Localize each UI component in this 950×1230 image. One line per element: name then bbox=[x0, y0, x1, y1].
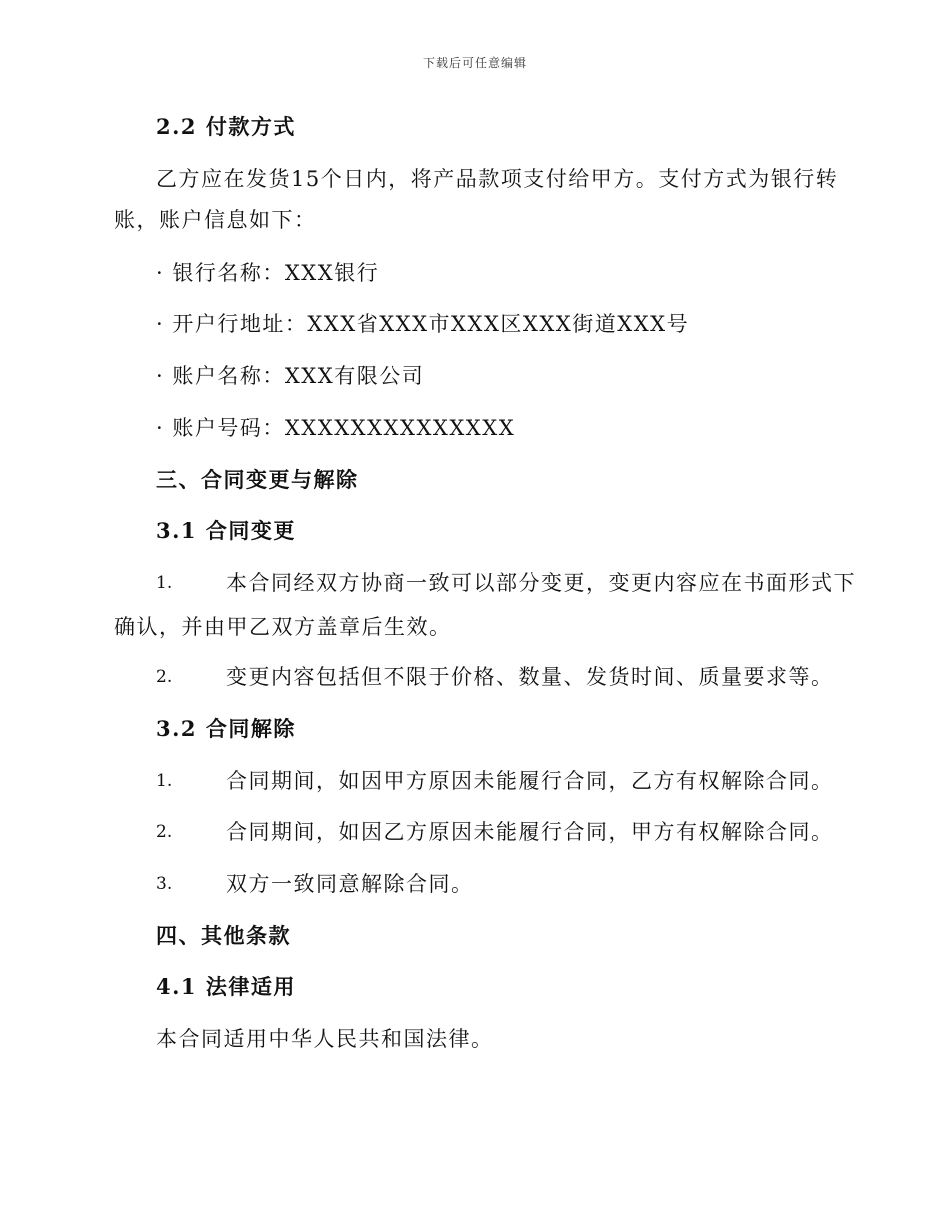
section-title-4-1: 4.1 法律适用 bbox=[156, 974, 296, 999]
payment-paragraph-line-1: 乙方应在发货15个日内，将产品款项支付给甲方。支付方式为银行转 bbox=[156, 167, 839, 191]
list-item-text: 合同期间，如因甲方原因未能履行合同，乙方有权解除合同。 bbox=[226, 769, 834, 793]
list-item-text: 变更内容包括但不限于价格、数量、发货时间、质量要求等。 bbox=[226, 665, 834, 689]
list-number: 1. bbox=[156, 771, 173, 791]
section-title-3: 三、合同变更与解除 bbox=[156, 467, 359, 492]
bullet-account-number: · 账户号码：XXXXXXXXXXXXXX bbox=[156, 416, 516, 440]
section-title-3-2: 3.2 合同解除 bbox=[156, 716, 296, 741]
section-title-3-1: 3.1 合同变更 bbox=[156, 518, 296, 543]
section-title-2-2: 2.2 付款方式 bbox=[156, 114, 296, 139]
bullet-bank-name: · 银行名称：XXX银行 bbox=[156, 261, 380, 285]
section-title-4: 四、其他条款 bbox=[156, 923, 291, 948]
list-number: 2. bbox=[156, 667, 173, 687]
payment-paragraph-line-2: 账，账户信息如下： bbox=[114, 208, 317, 232]
list-number: 3. bbox=[156, 874, 173, 894]
list-item-text: 双方一致同意解除合同。 bbox=[226, 872, 474, 896]
list-item-continuation: 确认，并由甲乙双方盖章后生效。 bbox=[114, 615, 452, 639]
list-number: 1. bbox=[156, 573, 173, 593]
list-item-text: 本合同经双方协商一致可以部分变更，变更内容应在书面形式下 bbox=[226, 571, 856, 595]
bullet-bank-address: · 开户行地址：XXX省XXX市XXX区XXX街道XXX号 bbox=[156, 312, 690, 336]
page-header: 下载后可任意编辑 bbox=[422, 56, 527, 70]
list-number: 2. bbox=[156, 822, 173, 842]
list-item-text: 合同期间，如因乙方原因未能履行合同，甲方有权解除合同。 bbox=[226, 820, 834, 844]
law-paragraph: 本合同适用中华人民共和国法律。 bbox=[156, 1027, 494, 1051]
bullet-account-name: · 账户名称：XXX有限公司 bbox=[156, 364, 425, 388]
